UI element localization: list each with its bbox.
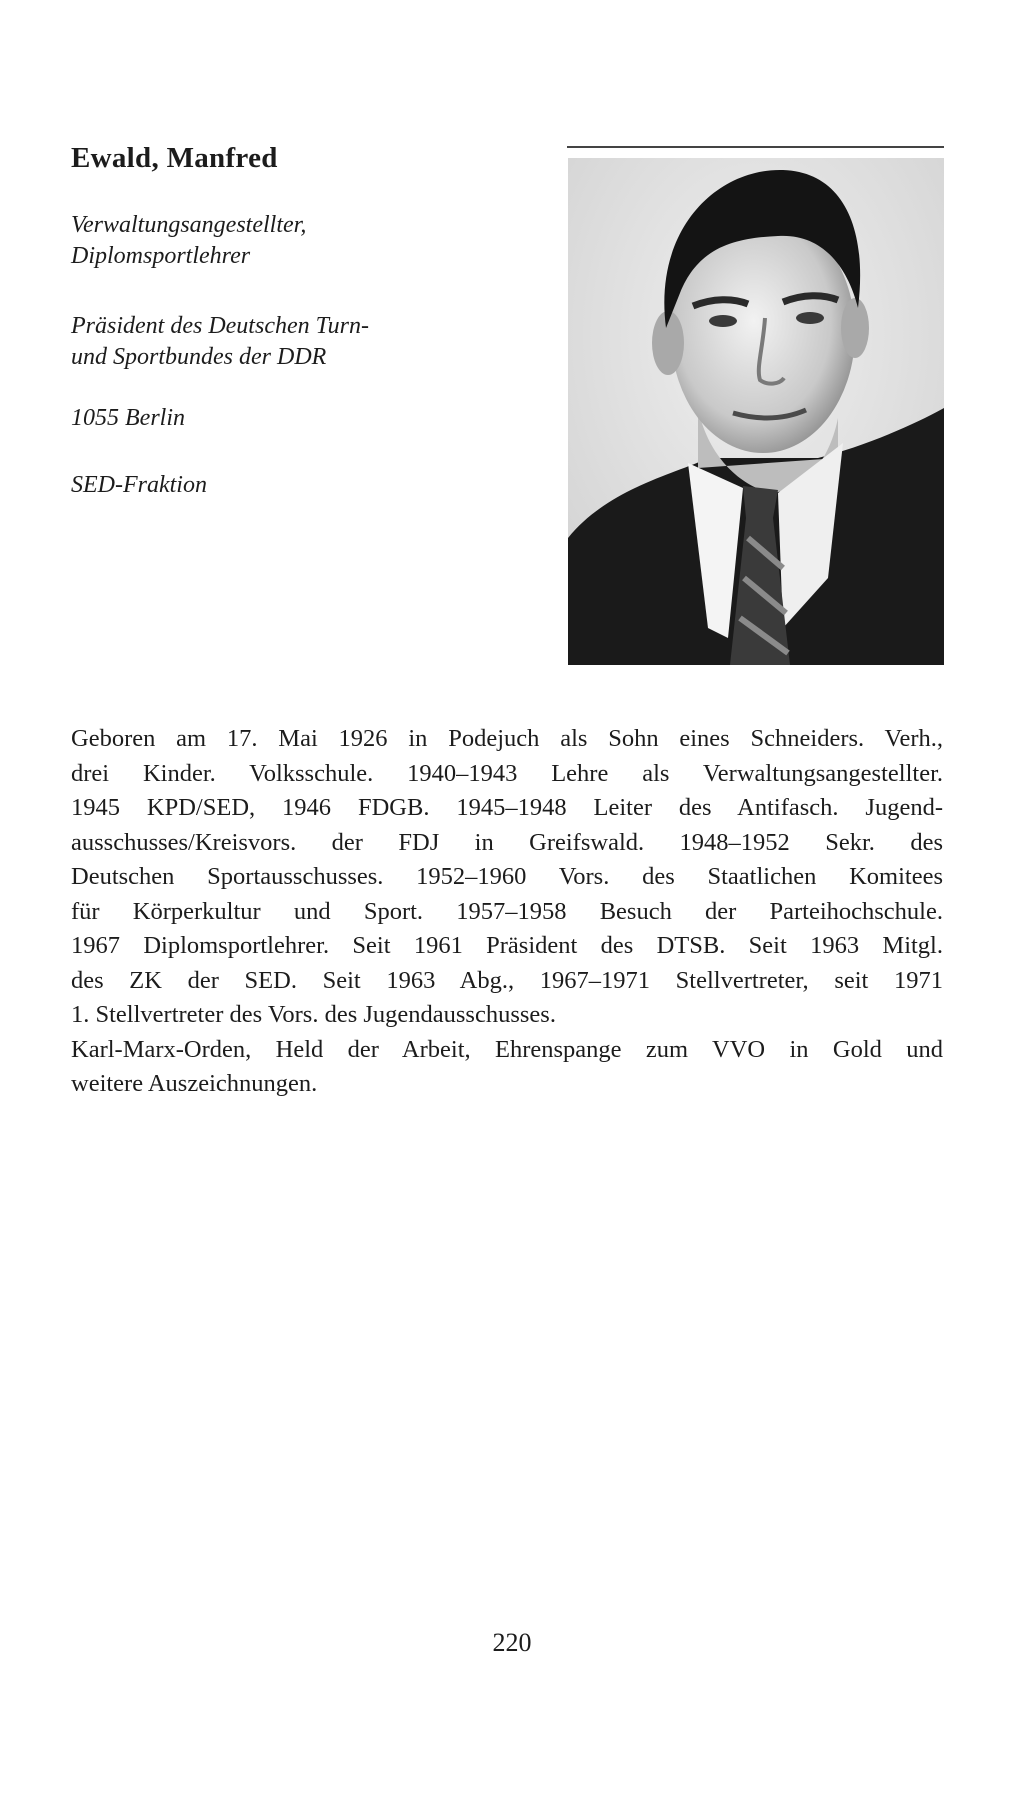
- portrait-photo: [568, 158, 944, 665]
- occupation: [71, 210, 511, 272]
- biography-line: für Körperkultur und Sport. 1957–1958 Besuch der Parteihochschule.: [71, 897, 943, 925]
- occupation-line-2: Diplomsportlehrer: [71, 243, 251, 269]
- biography-line: Deutschen Sportausschusses. 1952–1960 Vors. des Staatlichen Komitees: [71, 863, 943, 890]
- biography-line: 1967 Diplomsportlehrer. Seit 1961 Präsident des DTSB. Seit 1963 Mitgl.: [71, 932, 943, 959]
- biography-line: 1945 KPD/SED, 1946 FDGB. 1945–1948 Leiter des Antifasch. Jugend-: [71, 794, 943, 821]
- location: 1055 Berlin: [71, 405, 185, 431]
- position-line-1: Präsident des Deutschen Turn-: [71, 313, 369, 339]
- position-title: [71, 311, 511, 373]
- biography-line: des ZK der SED. Seit 1963 Abg., 1967–1971 Stellvertreter, seit 1971: [71, 966, 943, 994]
- position-line-2: und Sportbundes der DDR: [71, 344, 327, 370]
- page-number: 220: [492, 1628, 532, 1657]
- awards-line: Karl-Marx-Orden, Held der Arbeit, Ehrenspange zum VVO in Gold und: [71, 1035, 943, 1063]
- faction: SED-Fraktion: [71, 472, 207, 498]
- biography: [71, 722, 943, 1102]
- biography-line: ausschusses/Kreisvors. der FDJ in Greifswald. 1948–1952 Sekr. des: [71, 828, 943, 856]
- occupation-line-1: Verwaltungsangestellter,: [71, 212, 307, 238]
- awards-line: weitere Auszeichnungen.: [71, 1070, 318, 1097]
- biography-line: 1. Stellvertreter des Vors. des Jugendausschusses.: [71, 1001, 556, 1028]
- biography-line: Geboren am 17. Mai 1926 in Podejuch als Sohn eines Schneiders. Verh.,: [71, 725, 943, 752]
- biography-line: drei Kinder. Volksschule. 1940–1943 Lehre als Verwaltungsangestellter.: [71, 759, 943, 787]
- person-name: Ewald, Manfred: [71, 142, 278, 174]
- photo-top-rule: [567, 146, 944, 148]
